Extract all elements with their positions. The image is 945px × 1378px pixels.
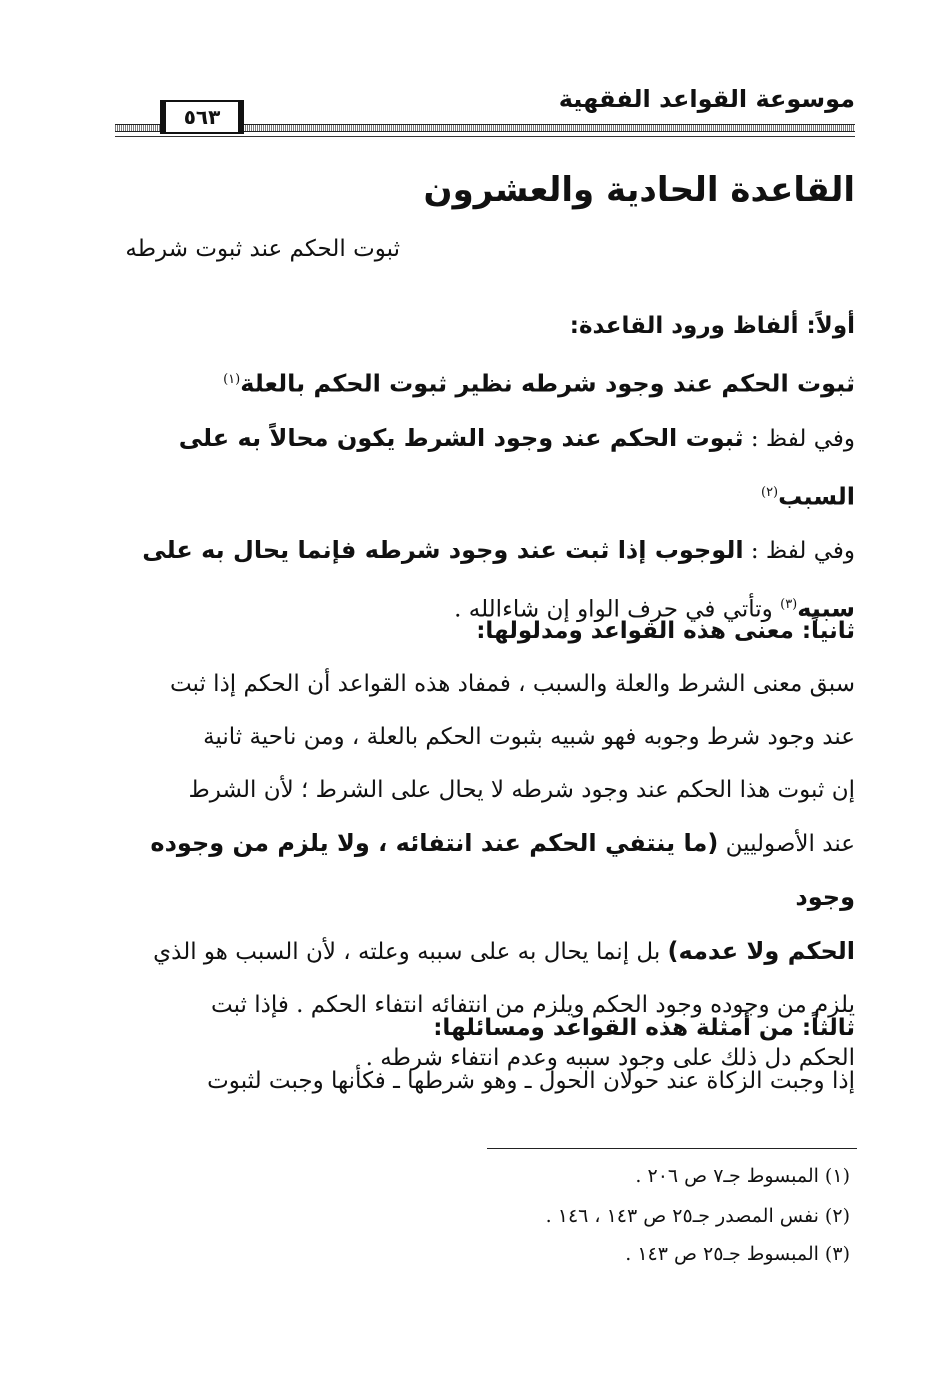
quote-text: ثبوت الحكم عند وجود شرطه نظير ثبوت الحكم بالعلة bbox=[240, 369, 855, 398]
section-1 bbox=[125, 300, 855, 637]
variant-prefix: وفي لفظ : bbox=[750, 425, 855, 452]
footnote-separator bbox=[487, 1148, 857, 1149]
page-number: ٥٦٣ bbox=[160, 100, 244, 134]
definition-text: (ما ينتفي الحكم عند انتفائه ، ولا يلزم من وجوده وجود bbox=[150, 829, 855, 911]
body-line: يلزم من وجوده وجود الحكم ويلزم من انتفائه انتفاء الحكم . فإذا ثبت bbox=[210, 992, 855, 1018]
body-line: عند وجود شرط وجوبه فهو شبيه بثبوت الحكم بالعلة ، ومن ناحية ثانية bbox=[203, 724, 855, 750]
body-line: إن ثبوت هذا الحكم عند وجود شرطه لا يحال على الشرط ؛ لأن الشرط bbox=[188, 777, 855, 803]
footnote-ref: (٣) bbox=[780, 597, 798, 613]
body-line bbox=[125, 925, 855, 979]
body-line bbox=[125, 817, 855, 925]
quote-text: الوجوب إذا ثبت عند وجود شرطه فإنما يحال به على bbox=[142, 536, 744, 565]
rule-text: ثبوت الحكم عند ثبوت شرطه bbox=[125, 236, 400, 262]
section-1-line-2 bbox=[125, 412, 855, 466]
section-1-heading: أولاً: ألفاظ ورود القاعدة: bbox=[569, 313, 855, 339]
section-3 bbox=[125, 1002, 855, 1108]
body-line: الحكم دل ذلك على وجود سببه وعدم انتفاء شرطه . bbox=[365, 1045, 855, 1071]
cross-reference: وتأتي في حرف الواو إن شاءالله . bbox=[454, 596, 773, 623]
section-1-line-3 bbox=[125, 466, 855, 525]
header-underline bbox=[115, 136, 855, 137]
quote-text: ثبوت الحكم عند وجود الشرط يكون محالاً به على bbox=[178, 423, 744, 452]
running-header bbox=[115, 80, 855, 140]
rule-name: القاعدة الحادية والعشرون bbox=[423, 170, 855, 210]
quote-text: سببه bbox=[797, 594, 855, 623]
quote-text: السبب bbox=[778, 482, 855, 511]
footnote-2: (٢) نفس المصدر جـ٢٥ ص ١٤٣ ، ١٤٦ . bbox=[545, 1205, 850, 1227]
section-1-line-1 bbox=[125, 353, 855, 412]
section-1-line-4 bbox=[125, 524, 855, 578]
running-title: موسوعة القواعد الفقهية bbox=[551, 85, 855, 113]
footnote-ref: (١) bbox=[223, 372, 241, 387]
body-line: سبق معنى الشرط والعلة والسبب ، فمفاد هذه القواعد أن الحكم إذا ثبت bbox=[169, 671, 855, 697]
variant-prefix: وفي لفظ : bbox=[750, 538, 855, 565]
section-2-heading: ثانياً: معنى هذه القواعد ومدلولها: bbox=[476, 618, 855, 644]
definition-text: الحكم ولا عدمه) bbox=[667, 937, 855, 965]
footnote-ref: (٢) bbox=[760, 484, 779, 500]
body-text: بل إنما يحال به على سببه وعلته ، لأن السبب هو الذي bbox=[153, 939, 661, 965]
section-3-heading: ثالثاً: من أمثلة هذه القواعد ومسائلها: bbox=[433, 1015, 855, 1041]
body-text: عند الأصوليين bbox=[725, 831, 855, 857]
body-line: إذا وجبت الزكاة عند حولان الحول ـ وهو شرطها ـ فكأنها وجبت لثبوت bbox=[207, 1068, 855, 1094]
footnote-3: (٣) المبسوط جـ٢٥ ص ١٤٣ . bbox=[625, 1243, 850, 1265]
footnote-1: (١) المبسوط جـ٧ ص ٢٠٦ . bbox=[635, 1165, 850, 1187]
